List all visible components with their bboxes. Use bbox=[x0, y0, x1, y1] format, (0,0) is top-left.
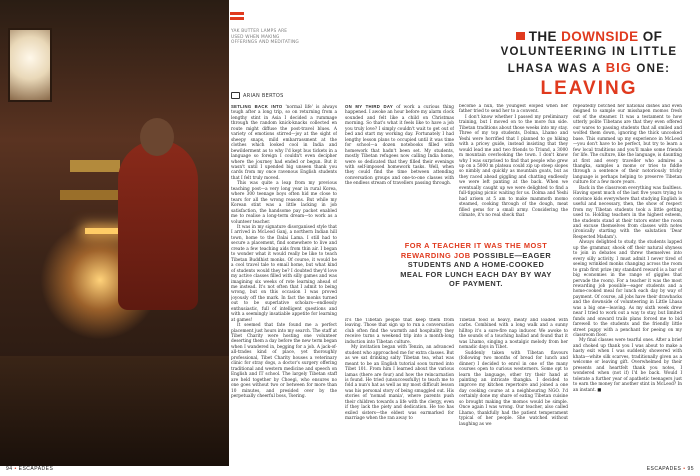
pull-quote-red: FOR A TEACHER IT WAS THE MOST REWARDING JOB bbox=[400, 241, 548, 260]
flag-icon bbox=[230, 12, 244, 20]
paragraph: I don't know whether I passed my preliminary training, but I moved on to the more fun side. Tibetan traditions about those weeks into my stay. Three of my top students, Dolma, Lhamo and Yeshi were horrified that I planned to go hiking with a pricey guide, instead insisting that they would lead me and two friends to Triund, a 3000 m mountain overlooking the town. I don't know why I was surprised to find that people who grew up on a 5000 m plateau could zip up steep slopes so nimbly and quickly as mountain goats, but as they raced ahead giggling and chatting endlessly we were left panting at the back. When we eventually caught up we were delighted to find a full-tipping picnic waiting for us. Dolma and Yeshi had arisen at 5 am to make mammoth momo steamed, cooking through of the dough, meat filled gems for a small army. Considering the climate, it's no real shock that bbox=[459, 114, 568, 219]
footer-separator-icon: • bbox=[14, 466, 17, 472]
headline bbox=[486, 28, 692, 101]
headline-leaving: LEAVING bbox=[540, 78, 638, 99]
paragraph: become a nun, the youngest eloped when her father tried to send her to a convent. bbox=[459, 104, 568, 115]
paragraph: Back in the classroom everything was faultless. Having spent much of the last five years trying to convince kids everywhere that studying English is useful and necessary, then, the show of respect from my Tibetan students took a little getting used to. Holding teachers in the highest esteem, the students stand at their tutors enter the room and excuse themselves from classes with notes (ironically starting with the salutation 'Dear Respected Madam'). bbox=[573, 185, 682, 240]
paragraph: Suddenly taken with Tibetan flavours (following two months of bread for lunch and dinner) I decided to enrol in one of the many courses open to curious westerners. Some opt to learn the language, other try their hand at painting an intricate thangka. I decided to improve my kitchen repertoire and joined a one day cooking course at a neighbouring NGO. I'd certainly done my share of eating Tibetan cuisine so brought making the momos would be simple. Once again I was wrong. Our teacher, also called Lhamo, thankfully had the patient temperament typical of her people. She watched without laughing as we bbox=[459, 350, 568, 427]
headline-text: OF bbox=[638, 29, 663, 44]
photo-caption: YAK BUTTER LAMPS ARE USED WHEN MAKING OFFERINGS AND MEDITATING bbox=[231, 29, 299, 45]
byline bbox=[231, 92, 284, 99]
article-column-4 bbox=[573, 104, 682, 459]
headline-accent bbox=[516, 32, 525, 40]
paragraph: Always delighted to study, the students lapped up the grammar, shook off their natural shyness to join in debates and threw themselves into every silly activity. I must admit I never tired of seeing wrinkled monks changing across the room to grab first prize (my standard reward is a bar of big economies in the range of giggles that pervade the room). For a teacher it was the most rewarding job possible—eager students and a home-cooked meal for lunch each day by way of payment. Of course, all jobs have their drawbacks and the downside of volunteering in Little Lhasa was a big one—leaving. As my sixth week drew near I tried to work out a way to stay, but limited funds and onward trails plans forced me to bid farewell to the students and the friendly little street puppy with a penchant for peeing on my classroom floor. bbox=[573, 240, 682, 339]
headline-big: BIG bbox=[605, 60, 632, 75]
camera-icon bbox=[231, 92, 240, 99]
headline-text: LHASA WAS A bbox=[507, 63, 606, 75]
article-column-3-lower bbox=[459, 318, 568, 459]
footer-right bbox=[647, 466, 694, 472]
magazine-name: ESCAPADES bbox=[18, 466, 54, 472]
temple-floor bbox=[0, 356, 229, 466]
paragraph: This was quite a leap from my previous teaching post—a very long year in rural Korea, where 300 teenage boys often hid me close to tears for all the wrong reasons. But while my Korean stint was a little lacking in job satisfaction, the handsome pay packet enabled me to realise a long-term dream—to work as a volunteer teacher. bbox=[231, 181, 337, 225]
footer-separator-icon: • bbox=[683, 466, 686, 472]
paragraph: repeatedly botched her national dishes and even deigned to sample our misshapen momos fresh out of the steamer. It was a testament to how utterly polite Tibetans are that they even offered our wares to passing students that all smiled and wolfed them down, ignoring the thick uncooked base. This summed up my experience in McLeod—you don't have to be perfect, but try to learn a few local traditions and you'll make some friends for life. The culture, like the language, is daunting at first and every traveller who admires a thangka, samples a momo or tries to fiddle through a sentence of their notoriously tricky language is perhaps helping to preserve Tibetan culture for a few more years. bbox=[573, 104, 682, 186]
hero-photo bbox=[0, 0, 229, 466]
page-number: 94 bbox=[6, 466, 13, 472]
pull-quote bbox=[395, 241, 557, 289]
paragraph: Tibetan food is heavy, meaty and loaded with carbs. Combined with a long walk and a sunny hilltop it's a sure-fire nap inducer. We awoke to the sounds of a touching ballad and found that it was Lhamo, singing a nostalgic melody from her nomadic days in Tibet. bbox=[459, 318, 568, 351]
page-number: 95 bbox=[687, 466, 694, 472]
window-light bbox=[8, 28, 52, 102]
paragraph: It seemed that fate found me a perfect placement just hours into my search. The staff at Tibet Charity were hosting one volunteer deserting them a day before the new term began when I wandered in, begging for a job. A jack-of-all-trades kind of place, yet thoroughly professional, Tibet Charity houses a veterinary clinic for stray dogs, a doctor's surgery offering traditional and western medicine and speech on English and IT school. The largely Tibetan staff are held together by Choegi, who ensures no one goes without two or between for more than 10 minutes, and presided over by the perpetually cheerful boss, Tsering. bbox=[231, 323, 337, 400]
pull-quote-text: —EAGER STUDENTS AND A HOME-COOKED MEAL FOR LUNCH EACH DAY BY WAY OF PAYMENT. bbox=[400, 250, 552, 289]
magazine-name: ESCAPADES bbox=[646, 466, 682, 472]
paragraph: it's the Tibetan people that keep them from leaving. Those that sign up to run a conversation club often find the warmth and hospitality they receive turns a weekend trip into a month-long induction into Tibetan culture. bbox=[345, 318, 454, 345]
article-column-3 bbox=[459, 104, 568, 235]
paragraph: It was in my signature disorganised style that I arrived in McLeod Ganj, a northern Indian hill town, home to the Dalai Lama. I still had to secure a placement, find somewhere to live and create a few teaching aids from thin air. I began to wonder what it would really be like to teach Tibetan Buddhist monks. Of course, it would be a cool travel tale to email home, but what kind of students would they be? I doubted they'd love my active classes filled with silly games and was imagining six weeks of rote learning ahead of me instead. It's not often that I admit to being wrong, but on this occasion I was proved joyously off the mark. In fact the monks turned out to be superlative scholars—endlessly enthusiastic, full of intelligent questions and with a seemingly insatiable appetite for learning at games! bbox=[231, 224, 337, 323]
photographer-name: ARIAN BERTOS bbox=[243, 92, 284, 99]
paragraph: 'normal life' is always tough after a long trip, so on returning from a lengthy stint in Asia I decided a rummage through the random knick-knacks collected en route might diffuse the post-travel blues. A variety of emotions stirred—joy at the sight of sheepy snaps, mild embarrassment at the clothes which looked cool in India and bewilderment as to why I'd kept bus tickets in a language so foreign I couldn't even decipher where the journey had ended or begun. But it wasn't until I upended big unseen thank you cards from my once ravenous English students that I felt truly moved. bbox=[231, 105, 337, 181]
article-column-2-lower bbox=[345, 318, 454, 459]
article-column-2 bbox=[345, 104, 454, 235]
headline-downside: DOWNSIDE bbox=[561, 29, 639, 44]
paragraph: of work a curious thing happened. I awoke an hour before my alarm clock sounded and felt like a child on Christmas morning. So that's what it feels like to have a job you truly love? I simply couldn't wait to get out of bed and start my working day. Fortunately I had lengthy lesson plans to occupied until it was time for school—a dozen notebooks filled with homework that hadn't been set. My students, mostly Tibetan refugees now calling India home, were so dedicated that they filled their evenings with self-imposed homework tasks. Well, when they could find the time between attending conversation groups and one-to-one classes with the endless stream of travellers passing through. bbox=[345, 105, 454, 187]
altar-shelf bbox=[70, 160, 120, 172]
footer-left bbox=[6, 466, 53, 472]
drop-lead: SETLING BACK INTO bbox=[231, 104, 283, 109]
headline-line2: VOLUNTEERING IN LITTLE bbox=[500, 46, 678, 58]
monk-figure bbox=[118, 140, 198, 310]
section-lead: ON MY THIRD DAY bbox=[345, 104, 393, 109]
altar-shelf-lower bbox=[60, 190, 120, 200]
pull-quote-text: POSSIBLE bbox=[473, 250, 515, 260]
headline-text: THE bbox=[528, 29, 562, 44]
paragraph: My invitation began with Tenzin, an advanced student who approached me for extra classes. But as we sat drinking salty Tibetan tea, what was meant to be an English tutorial soon turned into Tibet 101. From him I learned about the various lamas (there are four) and how the reincarnation is found. He tried (unsuccessfully) to teach me to fold a nun's hat as well as my most difficult lesson was his personal story of being smuggled out. His stories of 'nomad mania', where parents push their children towards a life with the clergy, even if they lack the piety and dedication. He too has exiled sisters—the eldest was earmarked for marriage when the ran away to bbox=[345, 345, 454, 422]
article-column-1 bbox=[231, 104, 337, 459]
headline-text: ONE: bbox=[631, 63, 671, 75]
monk-head bbox=[140, 118, 174, 156]
paragraph: My final classes were tearful ones. After a brief and choked up thank you I was about to make a hasty exit when I was suddenly showered with khata—white silk scarves, traditionally given as a welcome or leaving gift. Overwhelmed by their presents and heartfelt thank you notes, I wondered when (not if) I'd be back. Would I tolerate a further year of apathetic teenagers just to earn the money for another stint in McLeod? In an instant. ■ bbox=[573, 338, 682, 393]
